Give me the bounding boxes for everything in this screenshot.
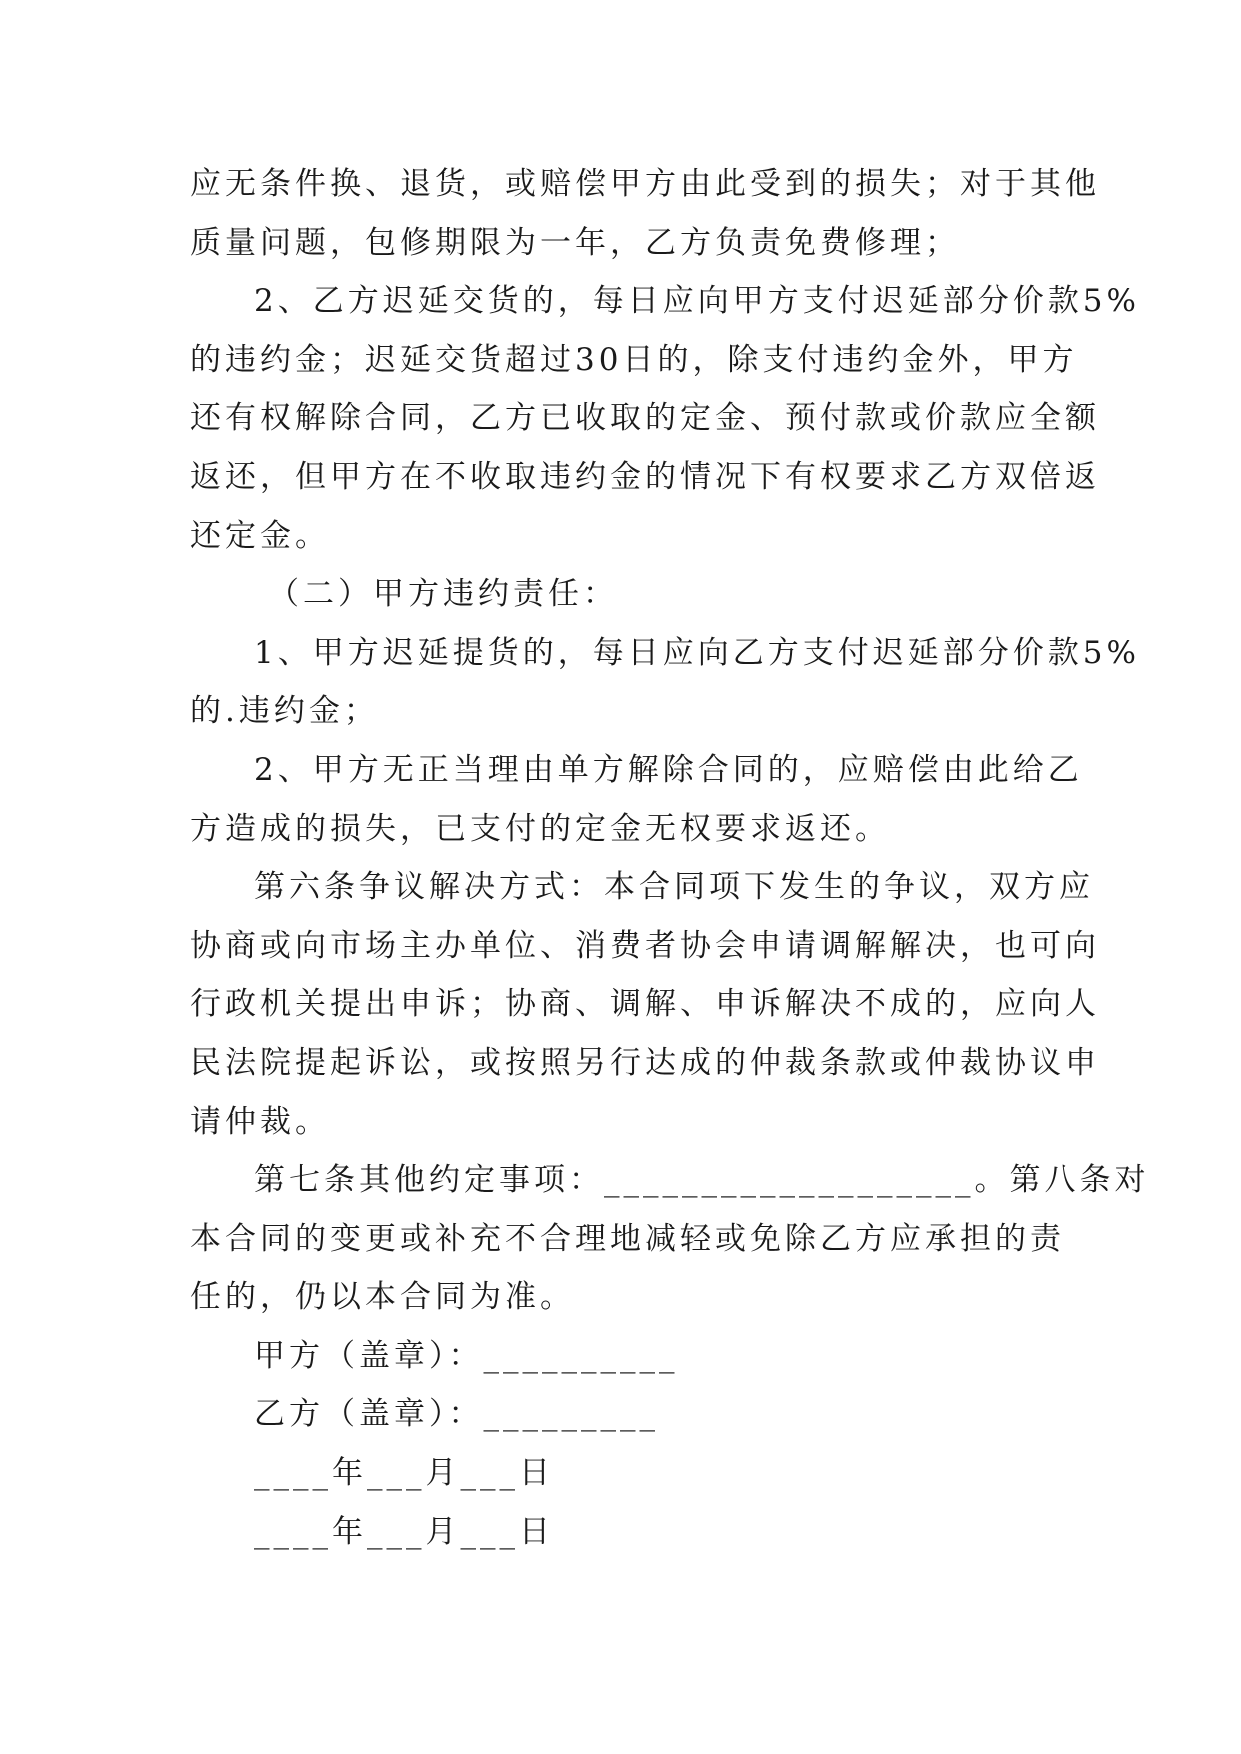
text-line: 协商或向市场主办单位、消费者协会申请调解解决，也可向	[190, 927, 1100, 964]
text-line: 2、甲方无正当理由单方解除合同的，应赔偿由此给乙	[254, 751, 1083, 788]
text-line: 本合同的变更或补充不合理地减轻或免除乙方应承担的责	[190, 1220, 1065, 1257]
text-line: 的违约金；迟延交货超过30日的，除支付违约金外，甲方	[190, 341, 1078, 378]
text-line: 民法院提起诉讼，或按照另行达成的仲裁条款或仲裁协议申	[190, 1044, 1100, 1081]
text-line: 还有权解除合同，乙方已收取的定金、预付款或价款应全额	[190, 400, 1100, 437]
text-line: 还定金。	[190, 517, 330, 554]
text-line: 方造成的损失，已支付的定金无权要求返还。	[190, 810, 890, 847]
party-b-seal-line: 乙方（盖章）：_________	[254, 1396, 659, 1433]
text-line: 2、乙方迟延交货的，每日应向甲方支付迟延部分价款5%	[254, 283, 1140, 320]
date-line: ____年___月___日	[254, 1455, 554, 1492]
text-line: 1、甲方迟延提货的，每日应向乙方支付迟延部分价款5%	[254, 634, 1140, 671]
text-line: 第六条争议解决方式：本合同项下发生的争议，双方应	[254, 869, 1094, 906]
text-line: 第七条其他约定事项：___________________。第八条对	[254, 1162, 1150, 1199]
party-a-seal-line: 甲方（盖章）：__________	[254, 1337, 679, 1374]
text-line: 应无条件换、退货，或赔偿甲方由此受到的损失；对于其他	[190, 166, 1100, 202]
text-line: 质量问题，包修期限为一年，乙方负责免费修理；	[190, 224, 960, 261]
text-line: 任的，仍以本合同为准。	[190, 1279, 575, 1316]
text-line: 行政机关提出申诉；协商、调解、申诉解决不成的，应向人	[190, 986, 1100, 1023]
contract-body	[190, 155, 1150, 1561]
section-heading: （二）甲方违约责任：	[268, 576, 618, 613]
text-line: 返还，但甲方在不收取违约金的情况下有权要求乙方双倍返	[190, 458, 1100, 495]
text-line: 的.违约金；	[190, 693, 379, 730]
text-line: 请仲裁。	[190, 1103, 330, 1140]
date-line: ____年___月___日	[254, 1513, 554, 1550]
